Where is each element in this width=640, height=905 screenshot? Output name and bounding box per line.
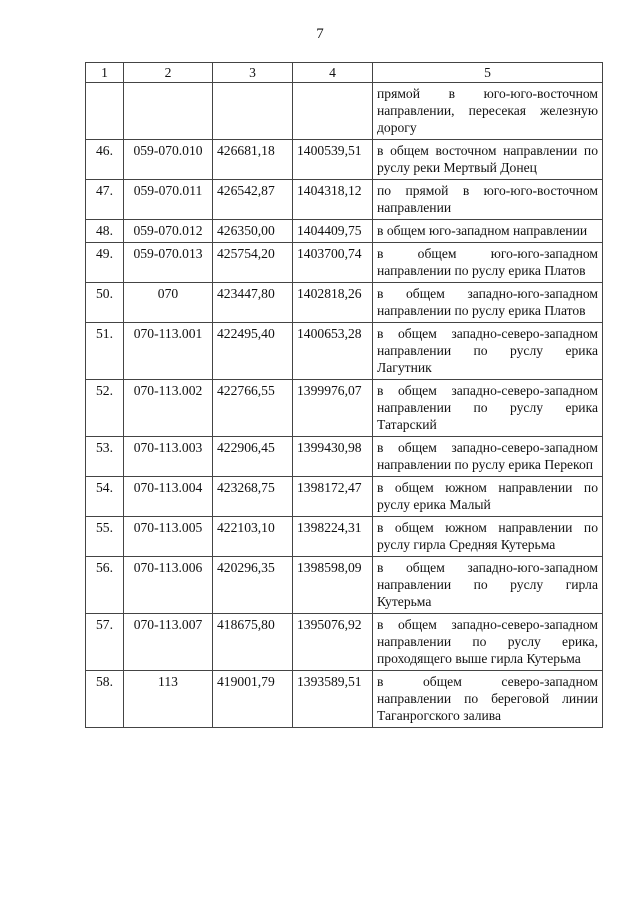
point-number-cell: 55.: [86, 517, 124, 557]
point-code-cell: 059-070.012: [124, 220, 213, 243]
table-row: [86, 323, 603, 380]
y-coordinate-cell: 1399976,07: [293, 380, 373, 437]
y-coordinate-cell: 1404318,12: [293, 180, 373, 220]
direction-description-cell: в общем западно-юго-западном направлении по руслу ерика Платов: [373, 283, 603, 323]
table-row: [86, 517, 603, 557]
table-row: [86, 614, 603, 671]
table-row: [86, 180, 603, 220]
point-code-cell: 070: [124, 283, 213, 323]
table-row: [86, 83, 603, 140]
table-row: [86, 477, 603, 517]
point-code-cell: 059-070.010: [124, 140, 213, 180]
point-code-cell: 070-113.006: [124, 557, 213, 614]
y-coordinate-cell: 1398598,09: [293, 557, 373, 614]
direction-description-cell: в общем западно-северо-западном направлении по руслу ерика Перекоп: [373, 437, 603, 477]
header-cell-2: 2: [124, 63, 213, 83]
x-coordinate-cell: 426350,00: [213, 220, 293, 243]
boundary-points-table: [85, 62, 603, 728]
point-number-cell: 52.: [86, 380, 124, 437]
header-cell-5: 5: [373, 63, 603, 83]
direction-description-cell: в общем западно-северо-западном направлении по руслу ерика Лагутник: [373, 323, 603, 380]
point-number-cell: 49.: [86, 243, 124, 283]
point-number-cell: 53.: [86, 437, 124, 477]
page-number: 7: [316, 26, 324, 42]
x-coordinate-cell: 418675,80: [213, 614, 293, 671]
table-row: [86, 380, 603, 437]
y-coordinate-cell: 1395076,92: [293, 614, 373, 671]
x-coordinate-cell: 420296,35: [213, 557, 293, 614]
point-code-cell: 070-113.003: [124, 437, 213, 477]
direction-description-cell: в общем западно-северо-западном направлении по руслу ерика, проходящего выше гирла Кутерьма: [373, 614, 603, 671]
y-coordinate-cell: 1400653,28: [293, 323, 373, 380]
direction-description-cell: в общем юго-юго-западном направлении по руслу ерика Платов: [373, 243, 603, 283]
point-code-cell: 070-113.001: [124, 323, 213, 380]
direction-description-cell: в общем западно-северо-западном направлении по руслу ерика Татарский: [373, 380, 603, 437]
table-header-row: [86, 63, 603, 83]
y-coordinate-cell: 1403700,74: [293, 243, 373, 283]
direction-description-cell: прямой в юго-юго-восточном направлении, пересекая железную дорогу: [373, 83, 603, 140]
y-coordinate-cell: 1404409,75: [293, 220, 373, 243]
point-code-cell: 070-113.005: [124, 517, 213, 557]
direction-description-cell: в общем северо-западном направлении по береговой линии Таганрогского залива: [373, 671, 603, 728]
point-code-cell: 070-113.004: [124, 477, 213, 517]
x-coordinate-cell: 426681,18: [213, 140, 293, 180]
point-number-cell: 50.: [86, 283, 124, 323]
point-code-cell: 113: [124, 671, 213, 728]
x-coordinate-cell: 426542,87: [213, 180, 293, 220]
point-number-cell: 56.: [86, 557, 124, 614]
point-code-cell: 070-113.007: [124, 614, 213, 671]
table-row: [86, 437, 603, 477]
point-number-cell: 51.: [86, 323, 124, 380]
table-row: [86, 243, 603, 283]
x-coordinate-cell: 422906,45: [213, 437, 293, 477]
y-coordinate-cell: 1402818,26: [293, 283, 373, 323]
table-row: [86, 140, 603, 180]
point-number-cell: 57.: [86, 614, 124, 671]
x-coordinate-cell: 425754,20: [213, 243, 293, 283]
point-number-cell: 46.: [86, 140, 124, 180]
point-number-cell: [86, 83, 124, 140]
y-coordinate-cell: 1393589,51: [293, 671, 373, 728]
point-code-cell: 070-113.002: [124, 380, 213, 437]
x-coordinate-cell: 422766,55: [213, 380, 293, 437]
point-number-cell: 47.: [86, 180, 124, 220]
point-code-cell: 059-070.011: [124, 180, 213, 220]
y-coordinate-cell: 1398172,47: [293, 477, 373, 517]
direction-description-cell: в общем восточном направлении по руслу реки Мертвый Донец: [373, 140, 603, 180]
point-number-cell: 48.: [86, 220, 124, 243]
y-coordinate-cell: 1400539,51: [293, 140, 373, 180]
x-coordinate-cell: 419001,79: [213, 671, 293, 728]
x-coordinate-cell: 423268,75: [213, 477, 293, 517]
y-coordinate-cell: 1399430,98: [293, 437, 373, 477]
header-cell-4: 4: [293, 63, 373, 83]
x-coordinate-cell: 423447,80: [213, 283, 293, 323]
point-number-cell: 54.: [86, 477, 124, 517]
direction-description-cell: в общем южном направлении по руслу гирла Средняя Кутерьма: [373, 517, 603, 557]
table-row: [86, 283, 603, 323]
table-row: [86, 557, 603, 614]
y-coordinate-cell: [293, 83, 373, 140]
point-code-cell: [124, 83, 213, 140]
y-coordinate-cell: 1398224,31: [293, 517, 373, 557]
x-coordinate-cell: [213, 83, 293, 140]
table-row: [86, 220, 603, 243]
point-number-cell: 58.: [86, 671, 124, 728]
x-coordinate-cell: 422103,10: [213, 517, 293, 557]
point-code-cell: 059-070.013: [124, 243, 213, 283]
x-coordinate-cell: 422495,40: [213, 323, 293, 380]
header-cell-3: 3: [213, 63, 293, 83]
table-row: [86, 671, 603, 728]
direction-description-cell: в общем южном направлении по руслу ерика Малый: [373, 477, 603, 517]
direction-description-cell: в общем западно-юго-западном направлении по руслу гирла Кутерьма: [373, 557, 603, 614]
header-cell-1: 1: [86, 63, 124, 83]
direction-description-cell: по прямой в юго-юго-восточном направлении: [373, 180, 603, 220]
direction-description-cell: в общем юго-западном направлении: [373, 220, 603, 243]
